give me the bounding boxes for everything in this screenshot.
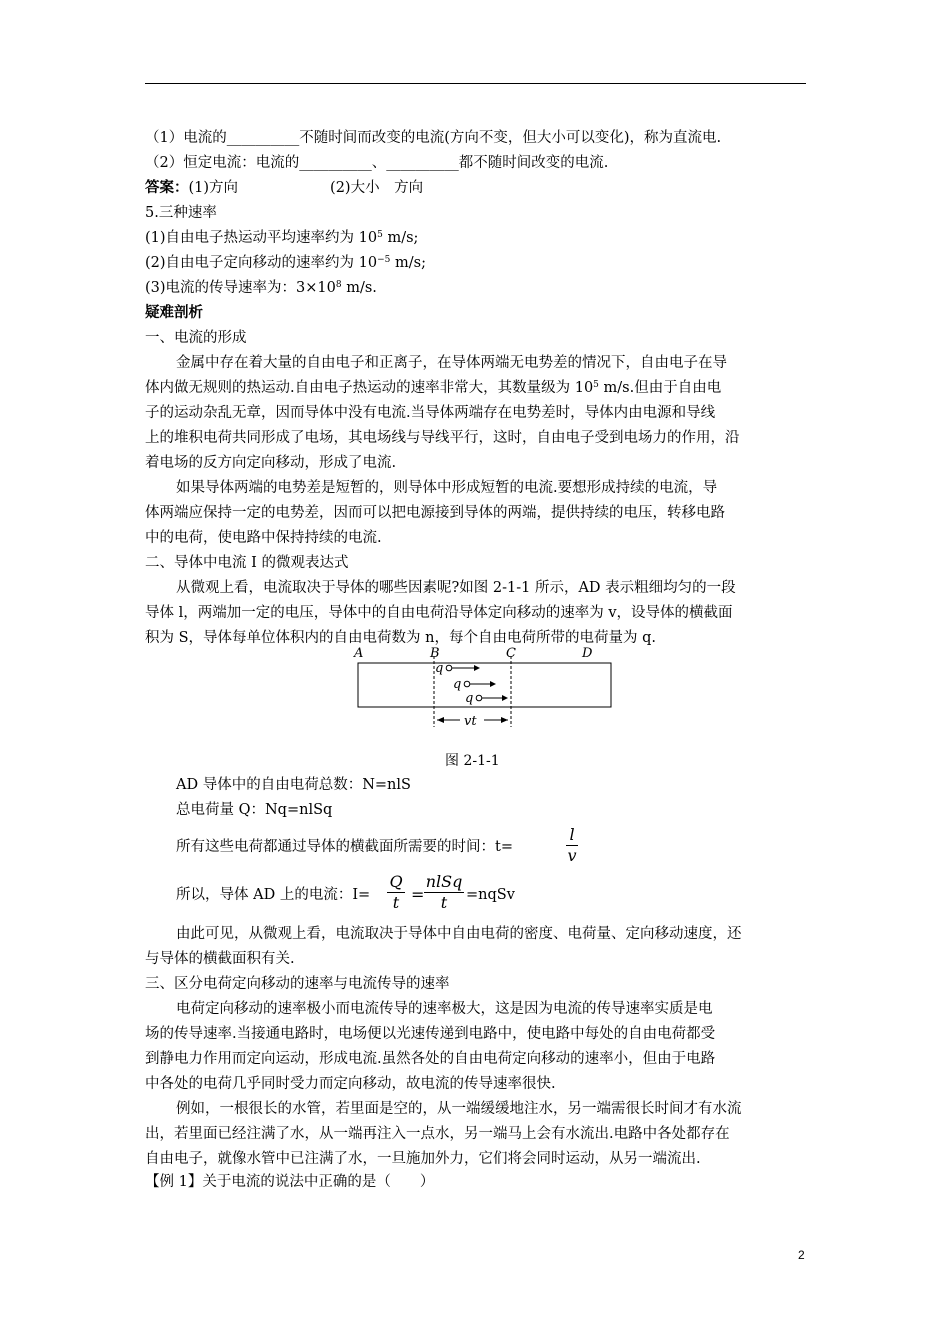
page-number: 2 [798,1248,805,1262]
paragraph-line: 金属中存在着大量的自由电子和正离子，在导体两端无电势差的情况下，自由电子在导 [176,355,727,371]
answer-2: (2)大小 方向 [330,180,424,196]
svg-text:q: q [465,691,474,706]
paragraph-line: 由此可见，从微观上看，电流取决于导体中自由电荷的密度、电荷量、定向移动速度，还 [176,926,742,942]
paragraph-line: 着电场的反方向定向移动，形成了电流. [145,455,397,471]
paragraph-line: 从微观上看，电流取决于导体的哪些因素呢?如图 2-1-1 所示，AD 表示粗细均匀的一段 [176,580,736,596]
paragraph-line: 上的堆积电荷共同形成了电场，其电场线与导线平行，这时，自由电子受到电场力的作用，沿 [145,430,740,446]
paragraph-line: 电荷定向移动的速率极小而电流传导的速率极大，这是因为电流的传导速率实质是电 [176,1001,713,1017]
heading: 二、导体中电流 I 的微观表达式 [145,555,349,571]
paragraph-line: 出，若里面已经注满了水，从一端再注入一点水，另一端马上会有水流出.电路中各处都存在 [145,1126,730,1142]
charge-2 [453,677,496,692]
equation-line: AD 导体中的自由电荷总数：N=nlS [176,777,411,793]
label-a: A [354,646,364,661]
paragraph-line: 如果导体两端的电势差是短暂的，则导体中形成短暂的电流.要想形成持续的电流，导 [176,480,718,496]
answer-1: (1)方向 [188,180,239,196]
paragraph-line: 中的电荷，使电路中保持持续的电流. [145,530,382,546]
paragraph-line: 子的运动杂乱无章，因而导体中没有电流.当导体两端存在电势差时，导体内由电源和导线 [145,405,716,421]
figure-caption: 图 2-1-1 [445,753,500,769]
example-question: 【例 1】关于电流的说法中正确的是（ ） [145,1174,435,1190]
answer-label: 答案： [145,179,189,196]
paragraph-line: 中各处的电荷几乎同时受力而定向移动，故电流的传导速率很快. [145,1076,556,1092]
conductor-diagram [340,642,630,742]
svg-text:q: q [435,661,444,676]
paragraph-line: 体内做无规则的热运动.自由电子热运动的速率非常大，其数量级为 $10^5$ m/s.但由于自由电 [145,380,722,396]
fraction-q-over-t: Q t [387,872,405,913]
fraction-l-over-v: l v [567,825,577,865]
heading: 三、区分电荷定向移动的速率与电流传导的速率 [145,976,450,992]
text-line: （2）恒定电流：电流的__________、__________都不随时间改变的电流. [145,155,609,171]
equals-sign: = [411,885,425,904]
text-line: (2)自由电子定向移动的速率约为 $10^{-5}$ m/s; [145,255,426,271]
paragraph-line: 体两端应保持一定的电势差，因而可以把电源接到导体的两端，提供持续的电压，转移电路 [145,505,725,521]
equation-result: =nqSv [466,887,515,903]
paragraph-line: 到静电力作用而定向运动，形成电流.虽然各处的自由电荷定向移动的速率小，但由于电路 [145,1051,716,1067]
header-rule [145,83,806,84]
conductor-body [358,663,611,707]
paragraph-line: 积为 S，导体每单位体积内的自由电荷数为 n，每个自由电荷所带的电荷量为 q. [145,630,656,646]
fraction-nlsq-over-t: nlSq t [425,872,463,912]
paragraph-line: 例如，一根很长的水管，若里面是空的，从一端缓缓地注水，另一端需很长时间才有水流 [176,1101,742,1117]
charge-3 [465,691,508,706]
paragraph-line: 自由电子，就像水管中已注满了水，一旦施加外力，它们将会同时运动，从另一端流出. [145,1151,701,1167]
heading-analysis: 疑难剖析 [145,304,203,321]
text-line: (3)电流的传导速率为：$3\times 10^8$ m/s. [145,280,377,296]
equation-line: 所以，导体 AD 上的电流：I= [176,887,371,903]
equation-line: 总电荷量 Q：Nq=nlSq [176,802,333,818]
label-b: B [430,646,440,661]
label-c: C [506,646,516,661]
section-title: 5.三种速率 [145,205,217,221]
text-line: (1)自由电子热运动平均速率约为 $10^5$ m/s; [145,230,419,246]
label-d: D [582,646,593,661]
answer-line [145,178,423,198]
svg-text:q: q [453,677,462,692]
paragraph-line: 与导体的横截面积有关. [145,951,295,967]
text-line: （1）电流的__________不随时间而改变的电流(方向不变，但大小可以变化)，称为直流电. [145,130,722,146]
svg-text:vt: vt [464,714,477,729]
vt-dimension [437,712,508,729]
equation-line: 所有这些电荷都通过导体的横截面所需要的时间：t= [176,839,513,855]
heading: 一、电流的形成 [145,330,247,346]
paragraph-line: 导体 l，两端加一定的电压，导体中的自由电荷沿导体定向移动的速率为 v，设导体的横截面 [145,605,733,621]
paragraph-line: 场的传导速率.当接通电路时，电场便以光速传递到电路中，使电路中每处的自由电荷都受 [145,1026,716,1042]
